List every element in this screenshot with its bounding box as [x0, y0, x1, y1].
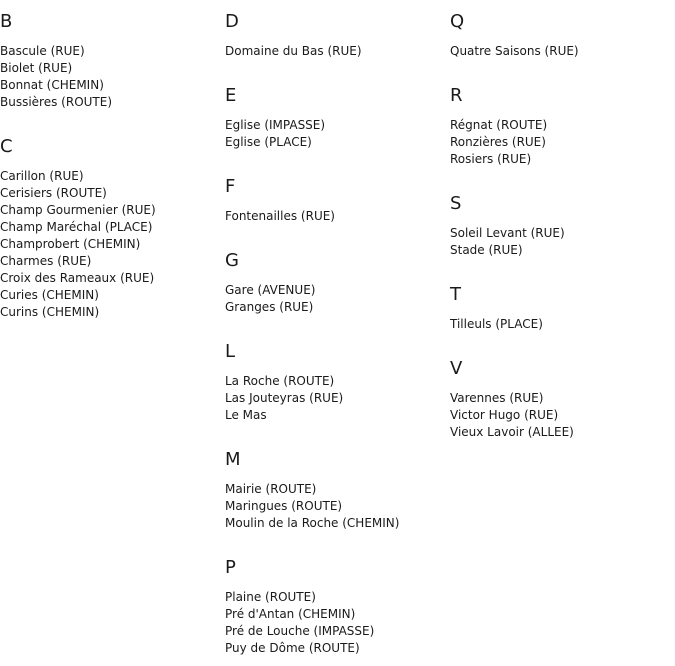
street-list-g [225, 282, 315, 316]
street-link[interactable]: Quatre Saisons (RUE) [450, 44, 579, 58]
street-link[interactable]: Carillon (RUE) [0, 169, 84, 183]
street-list-r [450, 117, 547, 168]
street-link[interactable]: Eglise (IMPASSE) [225, 118, 326, 132]
street-link[interactable]: Biolet (RUE) [0, 61, 73, 75]
street-list-s [450, 225, 565, 259]
street-list-e [225, 117, 325, 151]
letter-heading-l: L [225, 341, 236, 362]
letter-heading-b: B [0, 11, 13, 32]
street-link[interactable]: Curins (CHEMIN) [0, 305, 100, 319]
street-link[interactable]: Victor Hugo (RUE) [450, 408, 559, 422]
street-link[interactable]: Le Mas [225, 408, 267, 422]
street-link[interactable]: Pré de Louche (IMPASSE) [225, 624, 375, 638]
street-list-d [225, 43, 362, 60]
street-link[interactable]: Fontenailles (RUE) [225, 209, 335, 223]
street-link[interactable]: Ronzières (RUE) [450, 135, 546, 149]
street-link[interactable]: Cerisiers (ROUTE) [0, 186, 107, 200]
letter-heading-g: G [225, 250, 239, 271]
letter-heading-v: V [450, 358, 463, 379]
letter-heading-s: S [450, 193, 462, 214]
street-list-c [0, 168, 156, 321]
street-link[interactable]: Maringues (ROUTE) [225, 499, 343, 513]
street-link[interactable]: Stade (RUE) [450, 243, 523, 257]
street-list-q [450, 43, 579, 60]
letter-heading-r: R [450, 85, 463, 106]
letter-heading-f: F [225, 176, 236, 197]
street-list-m [225, 481, 399, 532]
street-list-f [225, 208, 335, 225]
street-link[interactable]: Gare (AVENUE) [225, 283, 316, 297]
street-link[interactable]: Las Jouteyras (RUE) [225, 391, 344, 405]
street-link[interactable]: Mairie (ROUTE) [225, 482, 317, 496]
street-link[interactable]: Charmes (RUE) [0, 254, 92, 268]
street-list-p [225, 589, 374, 657]
street-list-v [450, 390, 574, 441]
street-link[interactable]: Granges (RUE) [225, 300, 314, 314]
street-link[interactable]: Régnat (ROUTE) [450, 118, 548, 132]
street-link[interactable]: Varennes (RUE) [450, 391, 544, 405]
letter-heading-t: T [450, 284, 461, 305]
letter-heading-q: Q [450, 11, 465, 32]
street-link[interactable]: Tilleuls (PLACE) [450, 317, 543, 331]
street-link[interactable]: Bussières (ROUTE) [0, 95, 113, 109]
letter-heading-p: P [225, 557, 236, 578]
letter-heading-m: M [225, 449, 241, 470]
street-link[interactable]: Rosiers (RUE) [450, 152, 532, 166]
street-link[interactable]: Champ Gourmenier (RUE) [0, 203, 156, 217]
street-link[interactable]: Soleil Levant (RUE) [450, 226, 565, 240]
street-link[interactable]: Croix des Rameaux (RUE) [0, 271, 155, 285]
street-list-b [0, 43, 112, 111]
street-link[interactable]: Puy de Dôme (ROUTE) [225, 641, 360, 655]
street-list-l [225, 373, 343, 424]
street-link[interactable]: Curies (CHEMIN) [0, 288, 99, 302]
letter-heading-d: D [225, 11, 239, 32]
street-link[interactable]: Plaine (ROUTE) [225, 590, 316, 604]
street-link[interactable]: Bascule (RUE) [0, 44, 85, 58]
street-link[interactable]: Champ Maréchal (PLACE) [0, 220, 153, 234]
street-link[interactable]: Champrobert (CHEMIN) [0, 237, 141, 251]
street-link[interactable]: Pré d'Antan (CHEMIN) [225, 607, 356, 621]
street-link[interactable]: La Roche (ROUTE) [225, 374, 335, 388]
street-link[interactable]: Bonnat (CHEMIN) [0, 78, 104, 92]
letter-heading-c: C [0, 136, 13, 157]
street-link[interactable]: Moulin de la Roche (CHEMIN) [225, 516, 400, 530]
street-link[interactable]: Eglise (PLACE) [225, 135, 312, 149]
street-list-t [450, 316, 543, 333]
street-link[interactable]: Domaine du Bas (RUE) [225, 44, 362, 58]
street-link[interactable]: Vieux Lavoir (ALLEE) [450, 425, 574, 439]
letter-heading-e: E [225, 85, 237, 106]
